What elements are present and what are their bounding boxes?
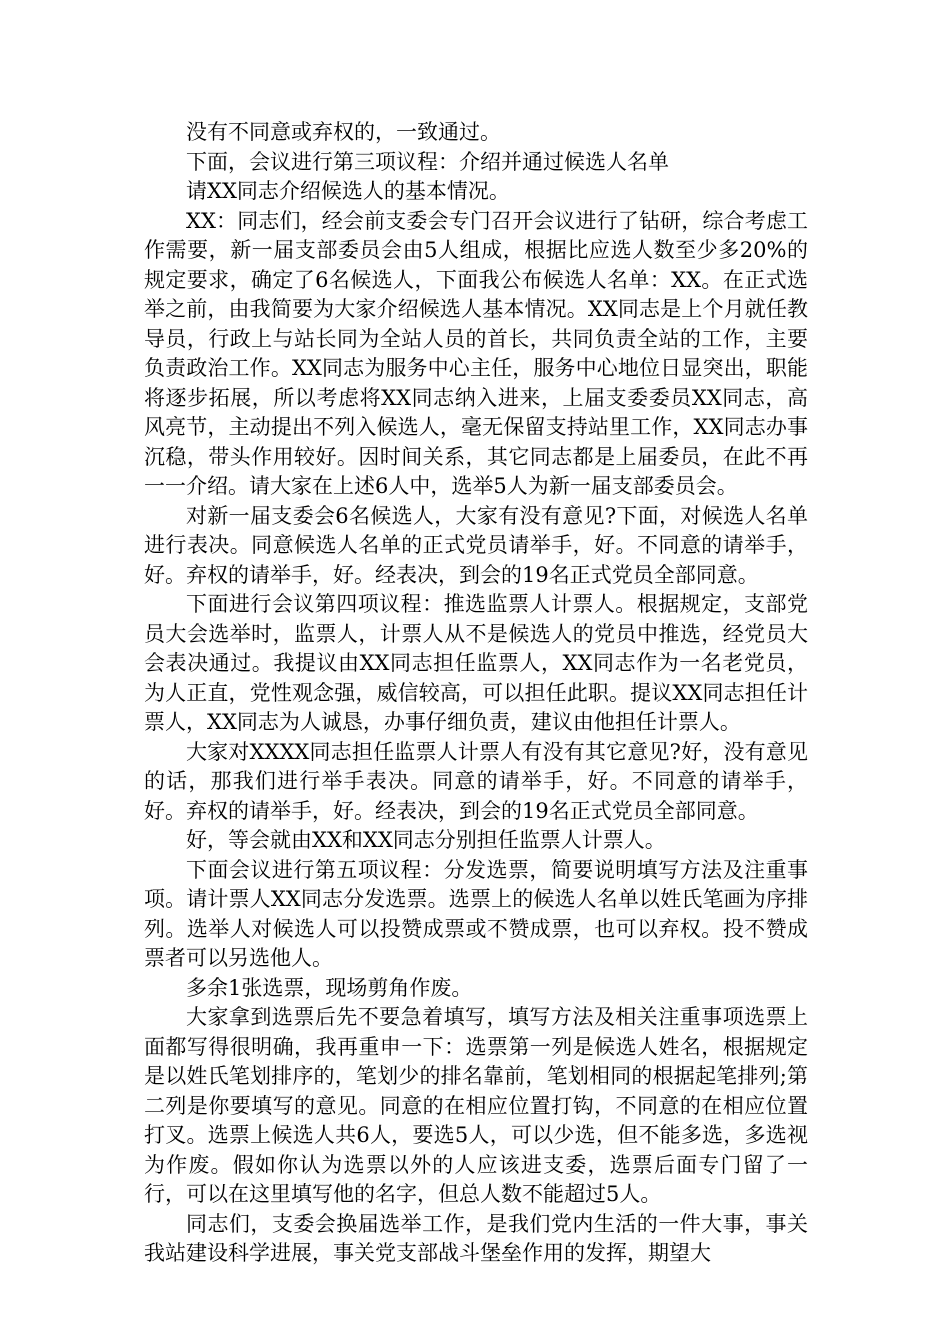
paragraph: 同志们，支委会换届选举工作，是我们党内生活的一件大事，事关我站建设科学进展，事关党支部战斗堡垒作用的发挥，期望大 xyxy=(144,1211,808,1265)
document-body xyxy=(144,118,808,1269)
paragraph: 下面，会议进行第三项议程：介绍并通过候选人名单 xyxy=(186,149,669,174)
paragraph: 没有不同意或弃权的，一致通过。 xyxy=(186,120,501,144)
paragraph: 大家对XXXX同志担任监票人计票人有没有其它意见?好，没有意见的话，那我们进行举手表决。同意的请举手，好。不同意的请举手，好。弃权的请举手，好。经表决，到会的19名正式党员全部同意。 xyxy=(144,739,808,823)
paragraph: 好，等会就由XX和XX同志分别担任监票人计票人。 xyxy=(186,828,666,852)
paragraph: 下面会议进行第五项议程：分发选票，简要说明填写方法及注重事项。请计票人XX同志分发选票。选票上的候选人名单以姓氏笔画为序排列。选举人对候选人可以投赞成票或不赞成票，也可以弃权。投不赞成票者可以另选他人。 xyxy=(144,857,808,970)
paragraph: 下面进行会议第四项议程：推选监票人计票人。根据规定，支部党员大会选举时，监票人，计票人从不是候选人的党员中推选，经党员大会表决通过。我提议由XX同志担任监票人，XX同志作为一名老党员，为人正直，党性观念强，威信较高，可以担任此职。提议XX同志担任计票人，XX同志为人诚恳，办事仔细负责，建议由他担任计票人。 xyxy=(144,592,808,734)
paragraph: 大家拿到选票后先不要急着填写，填写方法及相关注重事项选票上面都写得很明确，我再重申一下：选票第一列是候选人姓名，根据规定是以姓氏笔划排序的，笔划少的排名靠前，笔划相同的根据起笔排列;第二列是你要填写的意见。同意的在相应位置打钩，不同意的在相应位置打叉。选票上候选人共6人，要选5人，可以少选，但不能多选，多选视为作废。假如你认为选票以外的人应该进支委，选票后面专门留了一行，可以在这里填写他的名字，但总人数不能超过5人。 xyxy=(144,1005,808,1206)
paragraph: 对新一届支委会6名候选人，大家有没有意见?下面，对候选人名单进行表决。同意候选人名单的正式党员请举手，好。不同意的请举手，好。弃权的请举手，好。经表决，到会的19名正式党员全部同意。 xyxy=(144,503,808,587)
paragraph: 多余1张选票，现场剪角作废。 xyxy=(186,975,473,1000)
paragraph: XX：同志们，经会前支委会专门召开会议进行了钻研，综合考虑工作需要，新一届支部委员会由5人组成，根据比应选人数至少多20%的规定要求，确定了6名候选人，下面我公布候选人名单：XX。在正式选举之前，由我简要为大家介绍候选人基本情况。XX同志是上个月就任教导员，行政上与站长同为全站人员的首长，共同负责全站的工作，主要负责政治工作。XX同志为服务中心主任，服务中心地位日显突出，职能将逐步拓展，所以考虑将XX同志纳入进来，上届支委委员XX同志，高风亮节，主动提出不列入候选人，毫无保留支持站里工作，XX同志办事沉稳，带头作用较好。因时间关系，其它同志都是上届委员，在此不再一一介绍。请大家在上述6人中，选举5人为新一届支部委员会。 xyxy=(144,208,808,498)
paragraph: 请XX同志介绍候选人的基本情况。 xyxy=(186,179,510,203)
